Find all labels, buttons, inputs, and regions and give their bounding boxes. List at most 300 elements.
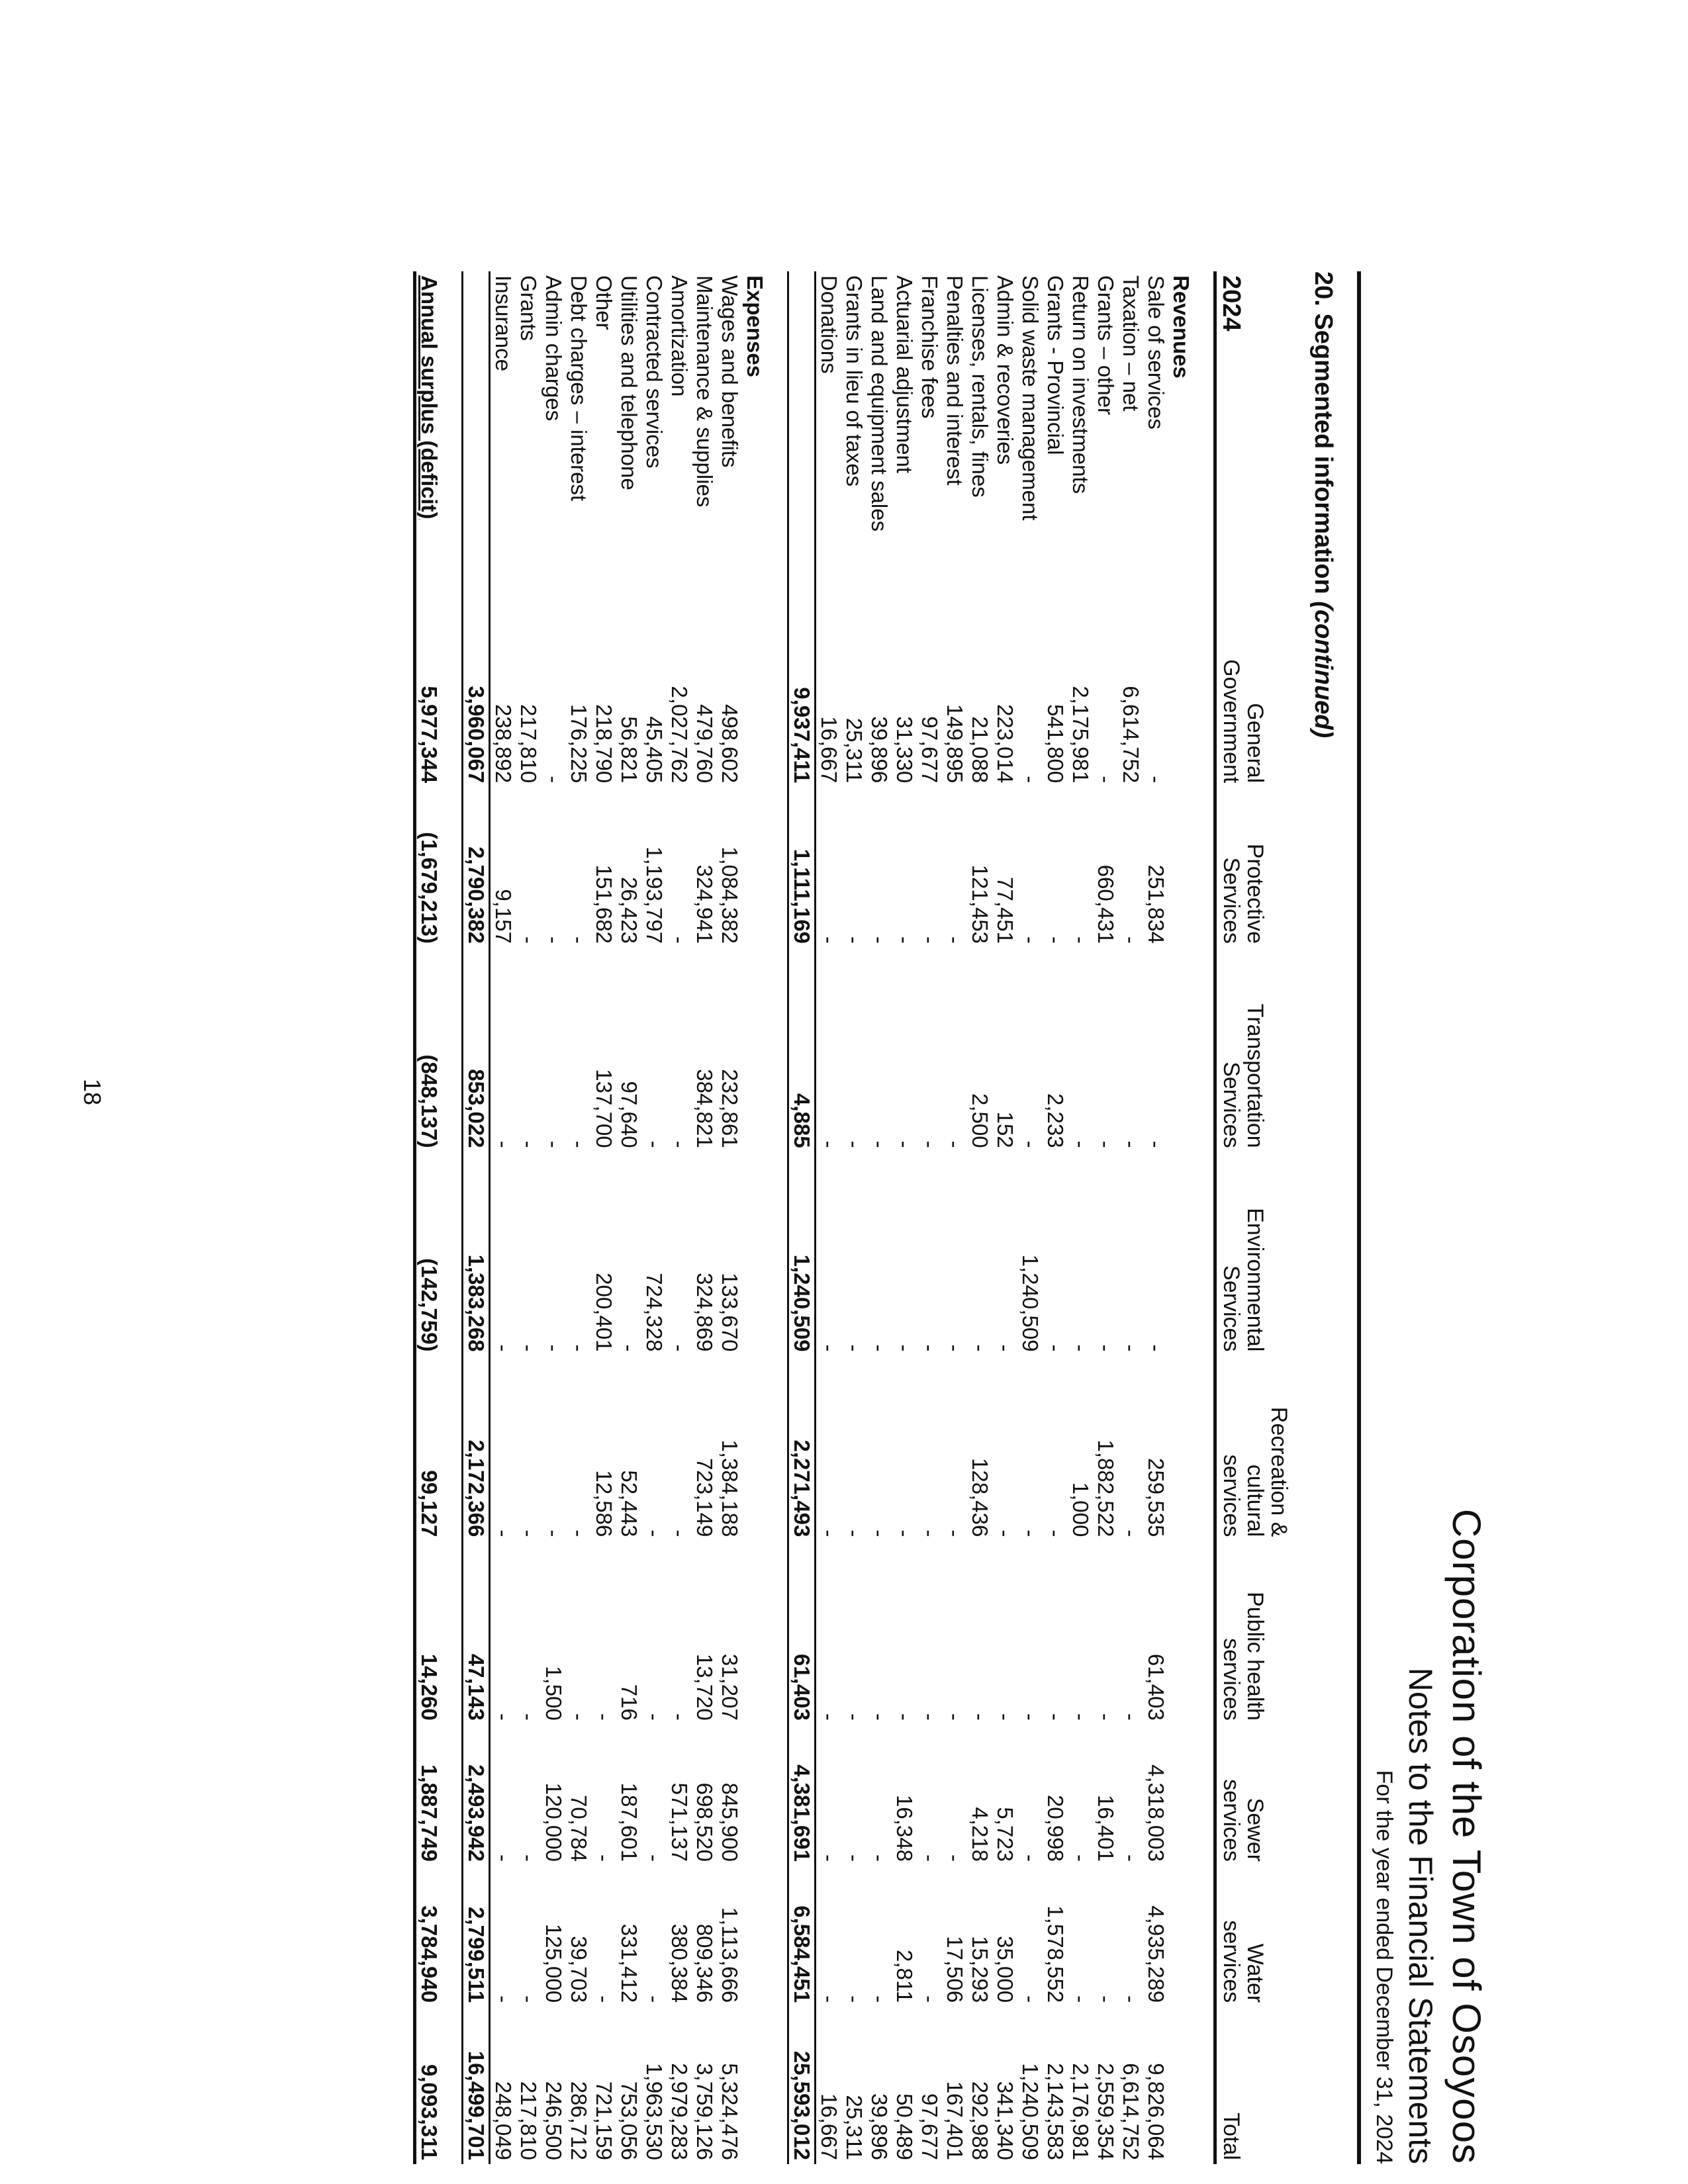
table-cell: 35,000: [993, 1936, 1017, 2003]
table-cell: -: [642, 1140, 667, 1148]
table-cell: -: [1018, 1854, 1043, 1862]
table-cell: 9,826,064: [1144, 2063, 1168, 2160]
table-cell: -: [667, 1140, 692, 1148]
table-cell: 39,703: [567, 1936, 591, 2003]
table-cell: -: [867, 1529, 892, 1537]
row-label: Admin charges: [541, 275, 566, 422]
column-header: Recreation & cultural services: [1215, 1355, 1291, 1541]
table-cell: -: [567, 1713, 591, 1721]
table-cell: 137,700: [592, 1069, 616, 1148]
table-cell: -: [667, 1529, 692, 1537]
table-cell: -: [1018, 936, 1043, 944]
table-cell: -: [516, 1713, 541, 1721]
table-row: [892, 271, 917, 2164]
table-row: [1118, 271, 1143, 2164]
table-cell: 20,998: [1043, 1795, 1068, 1862]
row-label: Other: [592, 275, 616, 330]
table-cell: -: [1144, 1140, 1168, 1148]
table-cell: 723,149: [692, 1458, 717, 1537]
table-cell: -: [943, 1713, 967, 1721]
table-cell: -: [491, 1854, 516, 1862]
row-label: Grants in lieu of taxes: [842, 275, 867, 487]
table-cell: 97,640: [617, 1081, 641, 1148]
column-header: Public health services: [1215, 1541, 1291, 1724]
table-row: [967, 271, 992, 2164]
table-cell: 17,506: [943, 1936, 967, 2003]
expenses-heading: [742, 271, 788, 2164]
table-cell: 121,453: [968, 864, 992, 944]
table-cell: 660,431: [1094, 864, 1118, 944]
table-cell: 1,578,552: [1043, 1905, 1068, 2003]
row-label: Grants: [516, 275, 541, 341]
table-cell: -: [1018, 1140, 1043, 1148]
table-cell: -: [592, 1995, 616, 2003]
table-cell: 3,759,126: [692, 2063, 717, 2160]
row-label: Penalties and interest: [943, 275, 967, 486]
row-label: Debt charges – interest: [567, 275, 591, 502]
table-cell: -: [667, 1713, 692, 1721]
row-label: [788, 271, 816, 610]
table-cell: -: [1068, 1995, 1093, 2003]
table-row: [490, 271, 516, 2164]
table-cell: (142,759): [415, 1152, 463, 1356]
table-cell: 16,348: [892, 1795, 917, 1862]
table-cell: 2,979,283: [667, 2063, 692, 2160]
column-header-row: [1215, 271, 1291, 2164]
table-cell: 16,401: [1094, 1795, 1118, 1862]
table-cell: 324,941: [692, 864, 717, 944]
table-cell: 1,000: [1068, 1482, 1093, 1537]
document-title: Corporation of the Town of Osoyoos: [1444, 1508, 1489, 2164]
table-cell: 167,401: [943, 2081, 967, 2160]
table-row: [816, 271, 842, 2164]
table-cell: -: [1119, 1854, 1143, 1862]
table-cell: 13,720: [692, 1653, 717, 1721]
table-cell: -: [817, 1854, 841, 1862]
table-cell: 26,423: [617, 876, 641, 944]
table-cell: -: [943, 1344, 967, 1352]
table-cell: 151,682: [592, 864, 616, 944]
table-cell: 2,799,511: [463, 1866, 490, 2007]
row-label: Licenses, rentals, fines: [968, 275, 992, 498]
table-row: [717, 271, 742, 2164]
table-cell: 70,784: [567, 1795, 591, 1862]
table-cell: 479,760: [692, 704, 717, 784]
table-cell: 128,436: [968, 1458, 992, 1537]
table-cell: 3,784,940: [415, 1866, 463, 2007]
table-cell: -: [642, 1529, 667, 1537]
table-cell: -: [567, 1140, 591, 1148]
table-cell: 25,311: [842, 717, 867, 784]
table-cell: -: [892, 1344, 917, 1352]
table-cell: -: [541, 1529, 566, 1537]
row-label: Insurance: [491, 275, 516, 371]
table-cell: -: [917, 1344, 942, 1352]
table-row: [516, 271, 541, 2164]
table-cell: 200,401: [592, 1273, 616, 1352]
table-cell: -: [817, 1344, 841, 1352]
table-cell: -: [1043, 936, 1068, 944]
row-label: Franchise fees: [917, 275, 942, 419]
table-cell: 6,584,451: [788, 1866, 816, 2007]
table-cell: 698,520: [692, 1782, 717, 1862]
table-cell: -: [1119, 1529, 1143, 1537]
table-cell: -: [917, 1854, 942, 1862]
segmented-information-table: [413, 271, 1291, 2164]
table-cell: -: [516, 936, 541, 944]
table-cell: -: [667, 1344, 692, 1352]
table-cell: -: [667, 936, 692, 944]
table-cell: -: [842, 1995, 867, 2003]
table-cell: -: [993, 1713, 1017, 1721]
table-cell: -: [491, 1344, 516, 1352]
table-cell: -: [867, 1854, 892, 1862]
table-cell: 61,403: [788, 1541, 816, 1724]
table-row: [641, 271, 667, 2164]
table-cell: 5,723: [993, 1807, 1017, 1862]
table-cell: 6,614,752: [1119, 686, 1143, 784]
table-cell: 1,383,268: [463, 1152, 490, 1356]
table-cell: -: [642, 1854, 667, 1862]
table-cell: -: [1068, 1713, 1093, 1721]
table-cell: 2,790,382: [463, 787, 490, 948]
table-cell: -: [842, 1854, 867, 1862]
table-cell: -: [491, 1529, 516, 1537]
table-cell: 238,892: [491, 704, 516, 784]
table-cell: -: [1119, 936, 1143, 944]
row-label: Grants – other: [1094, 275, 1118, 415]
table-cell: -: [567, 1529, 591, 1537]
table-cell: 1,882,522: [1094, 1439, 1118, 1537]
table-cell: -: [817, 1529, 841, 1537]
table-cell: 56,821: [617, 716, 641, 784]
table-cell: -: [867, 1140, 892, 1148]
table-cell: -: [817, 936, 841, 944]
table-cell: 2,233: [1043, 1093, 1068, 1148]
table-cell: 1,384,188: [718, 1439, 742, 1537]
column-header: Transportation Services: [1215, 948, 1291, 1152]
table-cell: 25,311: [842, 2095, 867, 2160]
table-cell: -: [1119, 1344, 1143, 1352]
table-cell: -: [993, 1344, 1017, 1352]
table-cell: -: [867, 936, 892, 944]
table-row: [1043, 271, 1068, 2164]
table-row: [942, 271, 967, 2164]
table-cell: -: [867, 1713, 892, 1721]
table-cell: -: [1068, 1140, 1093, 1148]
table-cell: 1,111,169: [788, 787, 816, 948]
table-cell: 14,260: [415, 1541, 463, 1724]
table-cell: -: [917, 1713, 942, 1721]
table-cell: 39,896: [867, 2093, 892, 2160]
table-cell: -: [892, 936, 917, 944]
table-cell: (848,137): [415, 948, 463, 1152]
table-cell: 31,207: [718, 1653, 742, 1721]
table-cell: 4,218: [968, 1807, 992, 1862]
table-cell: 9,157: [491, 889, 516, 944]
year-label: 2024: [1215, 271, 1291, 610]
table-cell: 246,500: [541, 2081, 566, 2160]
table-cell: 2,271,493: [788, 1355, 816, 1541]
table-cell: 853,022: [463, 948, 490, 1152]
table-cell: -: [1018, 1713, 1043, 1721]
table-cell: -: [1043, 1713, 1068, 1721]
table-row: [917, 271, 942, 2164]
table-row: [992, 271, 1017, 2164]
page-number: 18: [79, 1078, 106, 1106]
table-cell: -: [516, 1140, 541, 1148]
section-title-text: 20. Segmented information: [1309, 271, 1337, 594]
table-cell: -: [817, 1140, 841, 1148]
expenses-total-row: [463, 271, 490, 2164]
revenues-total-row: [788, 271, 816, 2164]
table-cell: 232,861: [718, 1069, 742, 1148]
table-cell: 25,593,012: [788, 2007, 816, 2164]
table-cell: -: [516, 1854, 541, 1862]
table-cell: 16,499,701: [463, 2007, 490, 2164]
table-cell: 3,960,067: [463, 610, 490, 787]
table-cell: 1,887,749: [415, 1725, 463, 1866]
table-cell: -: [516, 1529, 541, 1537]
table-cell: -: [642, 1995, 667, 2003]
table-cell: -: [491, 1713, 516, 1721]
table-cell: -: [1068, 1344, 1093, 1352]
table-cell: -: [943, 936, 967, 944]
table-row: [1068, 271, 1093, 2164]
table-cell: 149,895: [943, 704, 967, 784]
table-cell: 99,127: [415, 1355, 463, 1541]
table-cell: -: [642, 1713, 667, 1721]
table-row: [841, 271, 867, 2164]
table-cell: -: [541, 776, 566, 784]
table-cell: -: [943, 1140, 967, 1148]
table-cell: -: [892, 1140, 917, 1148]
table-cell: -: [1094, 1140, 1118, 1148]
annual-surplus-row: [415, 271, 463, 2164]
table-cell: -: [567, 1344, 591, 1352]
row-label: Return on investments: [1068, 275, 1093, 494]
table-cell: -: [1018, 1995, 1043, 2003]
table-cell: -: [1018, 1529, 1043, 1537]
table-cell: 2,172,366: [463, 1355, 490, 1541]
table-cell: 331,412: [617, 1923, 641, 2003]
table-cell: 217,810: [516, 2081, 541, 2160]
table-cell: -: [541, 936, 566, 944]
table-cell: 97,677: [917, 2093, 942, 2160]
table-row: [692, 271, 717, 2164]
row-label: Admin & recoveries: [993, 275, 1017, 465]
table-cell: -: [592, 1854, 616, 1862]
column-header: Environmental Services: [1215, 1152, 1291, 1356]
table-cell: -: [867, 1344, 892, 1352]
row-label: Grants - Provincial: [1043, 275, 1068, 455]
table-cell: -: [516, 1344, 541, 1352]
column-header: Protective Services: [1215, 787, 1291, 948]
table-cell: 1,240,509: [1018, 2063, 1043, 2160]
table-cell: 21,088: [968, 716, 992, 784]
table-cell: 2,175,981: [1068, 686, 1093, 784]
table-cell: 120,000: [541, 1782, 566, 1862]
table-cell: -: [491, 1140, 516, 1148]
table-cell: -: [817, 1713, 841, 1721]
table-cell: 2,176,981: [1068, 2063, 1093, 2160]
table-row: [867, 271, 892, 2164]
table-cell: -: [1043, 1529, 1068, 1537]
reporting-period: For the year ended December 31, 2024: [1372, 1770, 1397, 2164]
table-cell: 223,014: [993, 704, 1017, 784]
table-cell: 286,712: [567, 2081, 591, 2160]
table-cell: 498,602: [718, 704, 742, 784]
table-cell: -: [1119, 1995, 1143, 2003]
table-cell: 5,977,344: [415, 610, 463, 787]
table-cell: 31,330: [892, 716, 917, 784]
table-cell: 2,559,354: [1094, 2063, 1118, 2160]
table-cell: -: [993, 1529, 1017, 1537]
row-label: [463, 271, 490, 610]
section-continued-note: (continued): [1309, 601, 1337, 739]
table-cell: 4,318,003: [1144, 1764, 1168, 1862]
row-label: Actuarial adjustment: [892, 275, 917, 473]
table-cell: -: [968, 1713, 992, 1721]
table-cell: -: [1094, 776, 1118, 784]
header-rule: [1357, 271, 1361, 2164]
row-label: Land and equipment sales: [867, 275, 892, 532]
table-cell: 341,340: [993, 2081, 1017, 2160]
table-cell: 45,405: [642, 716, 667, 784]
table-cell: -: [917, 1140, 942, 1148]
table-cell: -: [592, 1713, 616, 1721]
column-header: General Government: [1215, 610, 1291, 787]
table-cell: -: [516, 1995, 541, 2003]
table-cell: -: [541, 1140, 566, 1148]
table-row: [1093, 271, 1118, 2164]
table-cell: 541,800: [1043, 704, 1068, 784]
table-cell: 753,056: [617, 2081, 641, 2160]
table-cell: 16,667: [817, 716, 841, 784]
table-cell: -: [617, 1344, 641, 1352]
table-cell: 218,790: [592, 704, 616, 784]
revenues-heading: [1168, 271, 1215, 2164]
table-cell: -: [892, 1529, 917, 1537]
table-cell: 217,810: [516, 704, 541, 784]
table-cell: -: [1068, 936, 1093, 944]
table-cell: -: [541, 1344, 566, 1352]
expenses-heading-label: Expenses: [743, 275, 767, 378]
table-cell: 5,324,476: [718, 2063, 742, 2160]
table-cell: 1,240,509: [1018, 1254, 1043, 1352]
table-cell: 845,900: [718, 1782, 742, 1862]
table-cell: 721,159: [592, 2081, 616, 2160]
table-cell: -: [1043, 1344, 1068, 1352]
table-cell: -: [968, 1344, 992, 1352]
row-label: Donations: [817, 275, 841, 374]
table-cell: 251,834: [1144, 864, 1168, 944]
table-cell: 259,535: [1144, 1458, 1168, 1537]
table-cell: 39,896: [867, 716, 892, 784]
table-cell: 2,143,583: [1043, 2063, 1068, 2160]
table-cell: 125,000: [541, 1923, 566, 2003]
table-cell: -: [1094, 1995, 1118, 2003]
table-cell: -: [917, 936, 942, 944]
table-cell: 1,963,530: [642, 2063, 667, 2160]
table-cell: -: [892, 1713, 917, 1721]
table-cell: 9,093,311: [415, 2007, 463, 2164]
row-label: Taxation – net: [1119, 275, 1143, 412]
row-label: Sale of services: [1144, 275, 1168, 430]
table-cell: 6,614,752: [1119, 2063, 1143, 2160]
table-cell: (1,679,213): [415, 787, 463, 948]
table-cell: -: [491, 1995, 516, 2003]
table-cell: 77,451: [993, 876, 1017, 944]
column-header: Water services: [1215, 1866, 1291, 2007]
table-cell: 571,137: [667, 1782, 692, 1862]
row-label: Wages and benefits: [718, 275, 742, 468]
table-cell: 9,937,411: [788, 610, 816, 787]
table-cell: 1,193,797: [642, 846, 667, 944]
table-cell: -: [817, 1995, 841, 2003]
row-label: Utilities and telephone: [617, 275, 641, 490]
table-cell: -: [842, 1713, 867, 1721]
table-cell: 716: [617, 1684, 641, 1721]
table-cell: 133,670: [718, 1273, 742, 1352]
table-row: [566, 271, 591, 2164]
table-cell: 2,500: [968, 1093, 992, 1148]
table-cell: -: [842, 1344, 867, 1352]
table-cell: 50,489: [892, 2093, 917, 2160]
table-cell: -: [1119, 1713, 1143, 1721]
table-cell: 2,493,942: [463, 1725, 490, 1866]
table-cell: 61,403: [1144, 1653, 1168, 1721]
section-title: [1309, 271, 1337, 738]
table-cell: 724,328: [642, 1273, 667, 1352]
table-cell: 15,293: [968, 1936, 992, 2003]
table-body: [415, 271, 1215, 2164]
table-cell: -: [842, 936, 867, 944]
row-label: Solid waste management: [1018, 275, 1043, 521]
table-cell: 1,240,509: [788, 1152, 816, 1356]
table-row: [541, 271, 566, 2164]
table-cell: -: [1018, 776, 1043, 784]
table-cell: 176,225: [567, 704, 591, 784]
table-cell: 1,084,382: [718, 846, 742, 944]
table-cell: 2,811: [892, 1949, 917, 2003]
table-cell: 292,988: [968, 2081, 992, 2160]
column-header: Sewer services: [1215, 1725, 1291, 1866]
table-cell: 248,049: [491, 2081, 516, 2160]
revenues-heading-label: Revenues: [1169, 275, 1194, 379]
table-cell: 152: [993, 1111, 1017, 1148]
document-subtitle: Notes to the Financial Statements: [1402, 1667, 1439, 2164]
table-cell: 52,443: [617, 1470, 641, 1537]
table-cell: -: [842, 1140, 867, 1148]
table-cell: -: [1119, 1140, 1143, 1148]
table-cell: 4,885: [788, 948, 816, 1152]
table-cell: 324,869: [692, 1273, 717, 1352]
row-label: Annual surplus (deficit): [415, 271, 463, 610]
row-label: Contracted services: [642, 275, 667, 469]
table-cell: 380,384: [667, 1923, 692, 2003]
table-cell: 2,027,762: [667, 686, 692, 784]
table-cell: 384,821: [692, 1069, 717, 1148]
table-cell: -: [917, 1529, 942, 1537]
table-cell: -: [1094, 1344, 1118, 1352]
table-cell: 4,381,691: [788, 1725, 816, 1866]
table-cell: -: [943, 1854, 967, 1862]
table-cell: 1,500: [541, 1666, 566, 1721]
table-row: [616, 271, 641, 2164]
table-row: [667, 271, 692, 2164]
column-header: Total: [1215, 2007, 1291, 2164]
